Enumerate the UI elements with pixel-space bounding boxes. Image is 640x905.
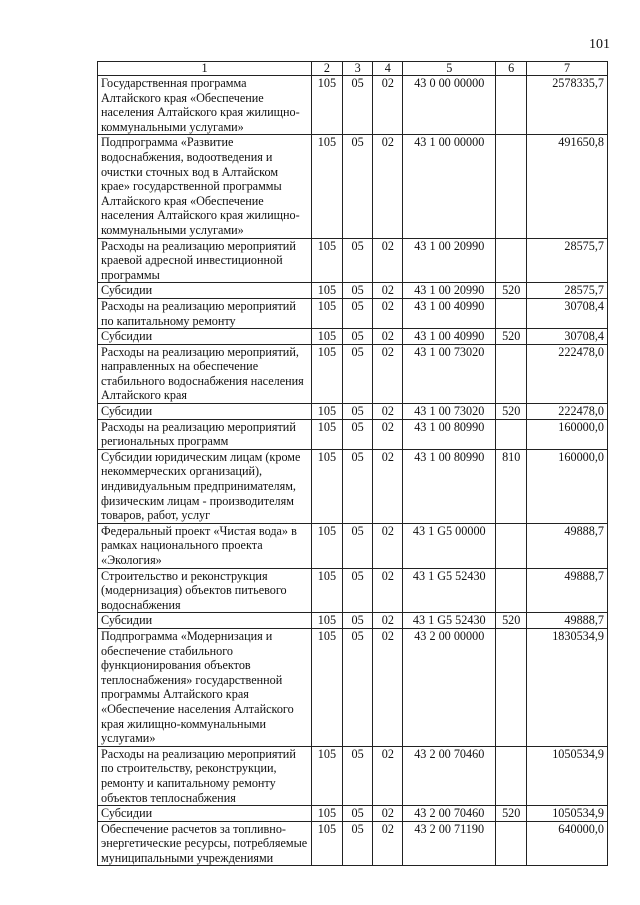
row-target-article: 43 1 00 40990 (403, 329, 496, 345)
row-ministry-code: 105 (312, 628, 343, 746)
row-subsection-code: 02 (373, 404, 403, 420)
row-section-code: 05 (342, 568, 373, 613)
row-ministry-code: 105 (312, 746, 343, 805)
row-description: Субсидии (98, 404, 312, 420)
row-amount: 49888,7 (527, 613, 608, 629)
row-subsection-code: 02 (373, 628, 403, 746)
row-amount: 1050534,9 (527, 806, 608, 822)
row-subsection-code: 02 (373, 344, 403, 403)
row-section-code: 05 (342, 283, 373, 299)
row-subsection-code: 02 (373, 746, 403, 805)
row-expense-type (496, 76, 527, 135)
row-ministry-code: 105 (312, 806, 343, 822)
row-description: Обеспечение расчетов за топливно-энергетические ресурсы, потребляемые муниципальными учреждениями (98, 821, 312, 866)
row-description: Субсидии юридическим лицам (кроме некоммерческих организаций), индивидуальным предпринимателям, физическим лицам - производителям товаров, работ, услуг (98, 449, 312, 523)
table-row (98, 298, 608, 328)
row-ministry-code: 105 (312, 419, 343, 449)
row-ministry-code: 105 (312, 298, 343, 328)
row-section-code: 05 (342, 613, 373, 629)
row-target-article: 43 2 00 00000 (403, 628, 496, 746)
page-number: 101 (589, 37, 610, 52)
row-section-code: 05 (342, 329, 373, 345)
row-expense-type: 520 (496, 404, 527, 420)
row-ministry-code: 105 (312, 283, 343, 299)
row-description: Расходы на реализацию мероприятий региональных программ (98, 419, 312, 449)
row-description: Субсидии (98, 329, 312, 345)
table-row (98, 329, 608, 345)
row-target-article: 43 1 G5 00000 (403, 523, 496, 568)
row-expense-type (496, 298, 527, 328)
row-description: Субсидии (98, 806, 312, 822)
row-section-code: 05 (342, 806, 373, 822)
row-expense-type (496, 523, 527, 568)
row-ministry-code: 105 (312, 135, 343, 238)
row-expense-type (496, 628, 527, 746)
table-row (98, 613, 608, 629)
table-row (98, 821, 608, 866)
row-section-code: 05 (342, 746, 373, 805)
row-section-code: 05 (342, 628, 373, 746)
budget-table (97, 61, 608, 866)
row-subsection-code: 02 (373, 283, 403, 299)
row-expense-type: 520 (496, 283, 527, 299)
row-expense-type (496, 344, 527, 403)
row-section-code: 05 (342, 449, 373, 523)
row-target-article: 43 2 00 71190 (403, 821, 496, 866)
row-target-article: 43 1 00 20990 (403, 238, 496, 283)
table-row (98, 238, 608, 283)
row-expense-type (496, 135, 527, 238)
row-description: Подпрограмма «Модернизация и обеспечение стабильного функционирования объектов теплоснабжения» государственной программы Алтайского края «Обеспечение населения Алтайского края жилищно-коммунальными услугами» (98, 628, 312, 746)
row-section-code: 05 (342, 821, 373, 866)
header-cell-4: 4 (373, 62, 403, 76)
row-description: Строительство и реконструкция (модернизация) объектов питьевого водоснабжения (98, 568, 312, 613)
row-amount: 491650,8 (527, 135, 608, 238)
row-target-article: 43 1 00 00000 (403, 135, 496, 238)
header-cell-2: 2 (312, 62, 343, 76)
row-target-article: 43 1 00 73020 (403, 404, 496, 420)
header-row (98, 62, 608, 76)
row-section-code: 05 (342, 135, 373, 238)
row-subsection-code: 02 (373, 568, 403, 613)
row-amount: 222478,0 (527, 344, 608, 403)
row-amount: 49888,7 (527, 568, 608, 613)
row-amount: 160000,0 (527, 419, 608, 449)
row-expense-type (496, 821, 527, 866)
table-row (98, 283, 608, 299)
row-subsection-code: 02 (373, 76, 403, 135)
row-amount: 49888,7 (527, 523, 608, 568)
row-ministry-code: 105 (312, 238, 343, 283)
row-description: Государственная программа Алтайского края «Обеспечение населения Алтайского края жилищно-коммунальными услугами» (98, 76, 312, 135)
row-section-code: 05 (342, 404, 373, 420)
table-row (98, 628, 608, 746)
header-cell-6: 6 (496, 62, 527, 76)
row-ministry-code: 105 (312, 329, 343, 345)
row-amount: 640000,0 (527, 821, 608, 866)
row-subsection-code: 02 (373, 449, 403, 523)
budget-table-body (98, 62, 608, 866)
header-cell-7: 7 (527, 62, 608, 76)
table-row (98, 568, 608, 613)
row-ministry-code: 105 (312, 821, 343, 866)
row-subsection-code: 02 (373, 821, 403, 866)
row-amount: 28575,7 (527, 238, 608, 283)
header-cell-1: 1 (98, 62, 312, 76)
row-amount: 1050534,9 (527, 746, 608, 805)
row-expense-type (496, 746, 527, 805)
header-cell-3: 3 (342, 62, 373, 76)
row-amount: 160000,0 (527, 449, 608, 523)
row-subsection-code: 02 (373, 523, 403, 568)
row-description: Субсидии (98, 613, 312, 629)
table-row (98, 344, 608, 403)
row-amount: 28575,7 (527, 283, 608, 299)
row-subsection-code: 02 (373, 298, 403, 328)
row-amount: 30708,4 (527, 298, 608, 328)
row-description: Расходы на реализацию мероприятий по строительству, реконструкции, ремонту и капитальному ремонту объектов теплоснабжения (98, 746, 312, 805)
row-target-article: 43 1 00 40990 (403, 298, 496, 328)
row-section-code: 05 (342, 298, 373, 328)
row-expense-type (496, 568, 527, 613)
row-section-code: 05 (342, 344, 373, 403)
row-amount: 222478,0 (527, 404, 608, 420)
row-amount: 1830534,9 (527, 628, 608, 746)
row-expense-type (496, 238, 527, 283)
row-subsection-code: 02 (373, 613, 403, 629)
row-amount: 2578335,7 (527, 76, 608, 135)
table-row (98, 449, 608, 523)
row-subsection-code: 02 (373, 329, 403, 345)
table-row (98, 135, 608, 238)
row-description: Расходы на реализацию мероприятий краевой адресной инвестиционной программы (98, 238, 312, 283)
row-target-article: 43 1 G5 52430 (403, 613, 496, 629)
row-ministry-code: 105 (312, 568, 343, 613)
row-description: Федеральный проект «Чистая вода» в рамках национального проекта «Экология» (98, 523, 312, 568)
row-target-article: 43 1 00 80990 (403, 419, 496, 449)
row-expense-type (496, 419, 527, 449)
table-row (98, 419, 608, 449)
row-ministry-code: 105 (312, 344, 343, 403)
row-target-article: 43 2 00 70460 (403, 806, 496, 822)
row-ministry-code: 105 (312, 613, 343, 629)
row-subsection-code: 02 (373, 238, 403, 283)
row-section-code: 05 (342, 523, 373, 568)
row-target-article: 43 1 00 73020 (403, 344, 496, 403)
row-description: Субсидии (98, 283, 312, 299)
row-section-code: 05 (342, 238, 373, 283)
row-ministry-code: 105 (312, 404, 343, 420)
row-expense-type: 520 (496, 806, 527, 822)
row-description: Подпрограмма «Развитие водоснабжения, водоотведения и очистки сточных вод в Алтайском крае» государственной программы Алтайского края «Обеспечение населения Алтайского края жилищно-коммунальными услугами» (98, 135, 312, 238)
row-subsection-code: 02 (373, 135, 403, 238)
table-row (98, 806, 608, 822)
row-expense-type: 810 (496, 449, 527, 523)
row-target-article: 43 2 00 70460 (403, 746, 496, 805)
row-ministry-code: 105 (312, 523, 343, 568)
row-ministry-code: 105 (312, 76, 343, 135)
table-row (98, 404, 608, 420)
row-expense-type: 520 (496, 613, 527, 629)
row-subsection-code: 02 (373, 419, 403, 449)
row-target-article: 43 1 G5 52430 (403, 568, 496, 613)
row-description: Расходы на реализацию мероприятий по капитальному ремонту (98, 298, 312, 328)
table-row (98, 746, 608, 805)
row-amount: 30708,4 (527, 329, 608, 345)
row-target-article: 43 1 00 20990 (403, 283, 496, 299)
header-cell-5: 5 (403, 62, 496, 76)
row-description: Расходы на реализацию мероприятий, направленных на обеспечение стабильного водоснабжения населения Алтайского края (98, 344, 312, 403)
row-subsection-code: 02 (373, 806, 403, 822)
table-row (98, 76, 608, 135)
row-target-article: 43 1 00 80990 (403, 449, 496, 523)
row-section-code: 05 (342, 419, 373, 449)
row-ministry-code: 105 (312, 449, 343, 523)
row-expense-type: 520 (496, 329, 527, 345)
row-section-code: 05 (342, 76, 373, 135)
row-target-article: 43 0 00 00000 (403, 76, 496, 135)
table-row (98, 523, 608, 568)
